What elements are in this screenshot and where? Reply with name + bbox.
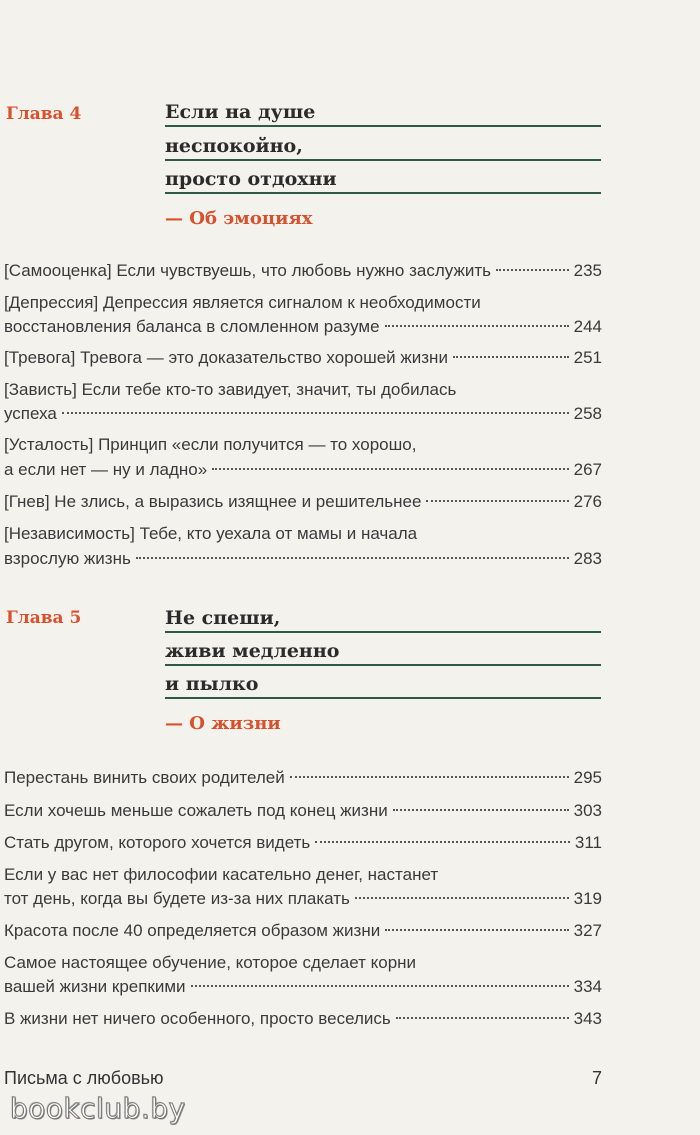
toc-entry-title: [Гнев] Не злись, а выразись изящнее и решительнее: [4, 492, 422, 511]
toc-entry[interactable]: [4, 402, 602, 426]
leader-dots: [496, 268, 569, 271]
toc-page-number: 319: [573, 889, 602, 908]
leader-dots: [212, 467, 568, 470]
toc-entry-title: взрослую жизнь: [4, 549, 131, 568]
chapter-4-title-line-1: Если на душе: [165, 99, 601, 127]
page-number: 7: [591, 1068, 602, 1088]
toc-entry-line: [Независимость] Тебе, кто уехала от мамы и начала: [4, 524, 418, 543]
toc-entry-line: Самое настоящее обучение, которое сделает корни: [4, 953, 417, 972]
toc-entry[interactable]: [4, 490, 602, 514]
toc-page-number: 251: [573, 348, 602, 367]
chapter-4-title-line-3: просто отдохни: [165, 166, 601, 194]
watermark: bookclub.by: [10, 1092, 186, 1125]
toc-entry[interactable]: [4, 458, 602, 482]
chapter-5-subtitle: — О жизни: [165, 713, 281, 734]
leader-dots: [385, 928, 568, 931]
leader-dots: [62, 411, 569, 414]
toc-entry[interactable]: [4, 919, 602, 943]
leader-dots: [136, 556, 569, 559]
toc-entry[interactable]: [4, 315, 602, 339]
toc-entry-line: [Депрессия] Депрессия является сигналом к необходимости: [4, 293, 481, 312]
leader-dots: [426, 499, 568, 502]
leader-dots: [453, 355, 569, 358]
toc-entry[interactable]: [4, 259, 602, 283]
toc-entry-title: вашей жизни крепкими: [4, 977, 186, 996]
chapter-5-title-line-3: и пылко: [165, 671, 601, 699]
toc-entry-title: Если хочешь меньше сожалеть под конец жизни: [4, 801, 388, 820]
toc-entry-line: Если у вас нет философии касательно денег, настанет: [4, 865, 439, 884]
toc-entry[interactable]: [4, 346, 602, 370]
toc-entry[interactable]: [4, 831, 602, 855]
toc-entry[interactable]: [4, 887, 602, 911]
leader-dots: [290, 775, 569, 778]
toc-page-number: 327: [573, 921, 602, 940]
toc-entry-title: а если нет — ну и ладно»: [4, 460, 208, 479]
chapter-4-label: Глава 4: [6, 104, 82, 124]
toc-page-number: 343: [573, 1009, 602, 1028]
toc-entry-title: В жизни нет ничего особенного, просто веселись: [4, 1009, 391, 1028]
toc-entry-title: тот день, когда вы будете из-за них плакать: [4, 889, 350, 908]
toc-page-number: 334: [573, 977, 602, 996]
chapter-4-title-line-2: неспокойно,: [165, 133, 601, 161]
leader-dots: [191, 984, 569, 987]
toc-page-number: 295: [573, 768, 602, 787]
toc-page-number: 267: [573, 460, 602, 479]
chapter-5-label: Глава 5: [6, 608, 82, 628]
chapter-5-title-line-2: живи медленно: [165, 638, 601, 666]
toc-entry-title: Красота после 40 определяется образом жизни: [4, 921, 381, 940]
leader-dots: [315, 840, 570, 843]
toc-page-number: 258: [573, 404, 602, 423]
leader-dots: [393, 808, 569, 811]
toc-entry[interactable]: [4, 766, 602, 790]
toc-entry[interactable]: [4, 975, 602, 999]
toc-entry[interactable]: [4, 547, 602, 571]
toc-entry-title: Стать другом, которого хочется видеть: [4, 833, 311, 852]
running-footer-title: Письма с любовью: [4, 1068, 164, 1088]
leader-dots: [396, 1016, 569, 1019]
toc-page-number: 311: [574, 833, 602, 852]
leader-dots: [385, 324, 569, 327]
toc-entry-title: успеха: [4, 404, 57, 423]
toc-entry-title: восстановления баланса в сломленном разуме: [4, 317, 380, 336]
chapter-4-subtitle: — Об эмоциях: [165, 208, 313, 229]
toc-page-number: 283: [573, 549, 602, 568]
toc-entry[interactable]: [4, 1007, 602, 1031]
toc-entry-title: Перестань винить своих родителей: [4, 768, 285, 787]
toc-entry-line: [Усталость] Принцип «если получится — то хорошо,: [4, 435, 417, 454]
toc-page-number: 276: [573, 492, 602, 511]
toc-page-number: 244: [573, 317, 602, 336]
toc-entry-title: [Самооценка] Если чувствуешь, что любовь нужно заслужить: [4, 261, 491, 280]
toc-entry-line: [Зависть] Если тебе кто-то завидует, значит, ты добилась: [4, 380, 457, 399]
toc-entry[interactable]: [4, 799, 602, 823]
toc-entry-title: [Тревога] Тревога — это доказательство хорошей жизни: [4, 348, 448, 367]
chapter-5-title-line-1: Не спеши,: [165, 605, 601, 633]
leader-dots: [355, 896, 569, 899]
toc-page-number: 303: [573, 801, 602, 820]
toc-page-number: 235: [573, 261, 602, 280]
